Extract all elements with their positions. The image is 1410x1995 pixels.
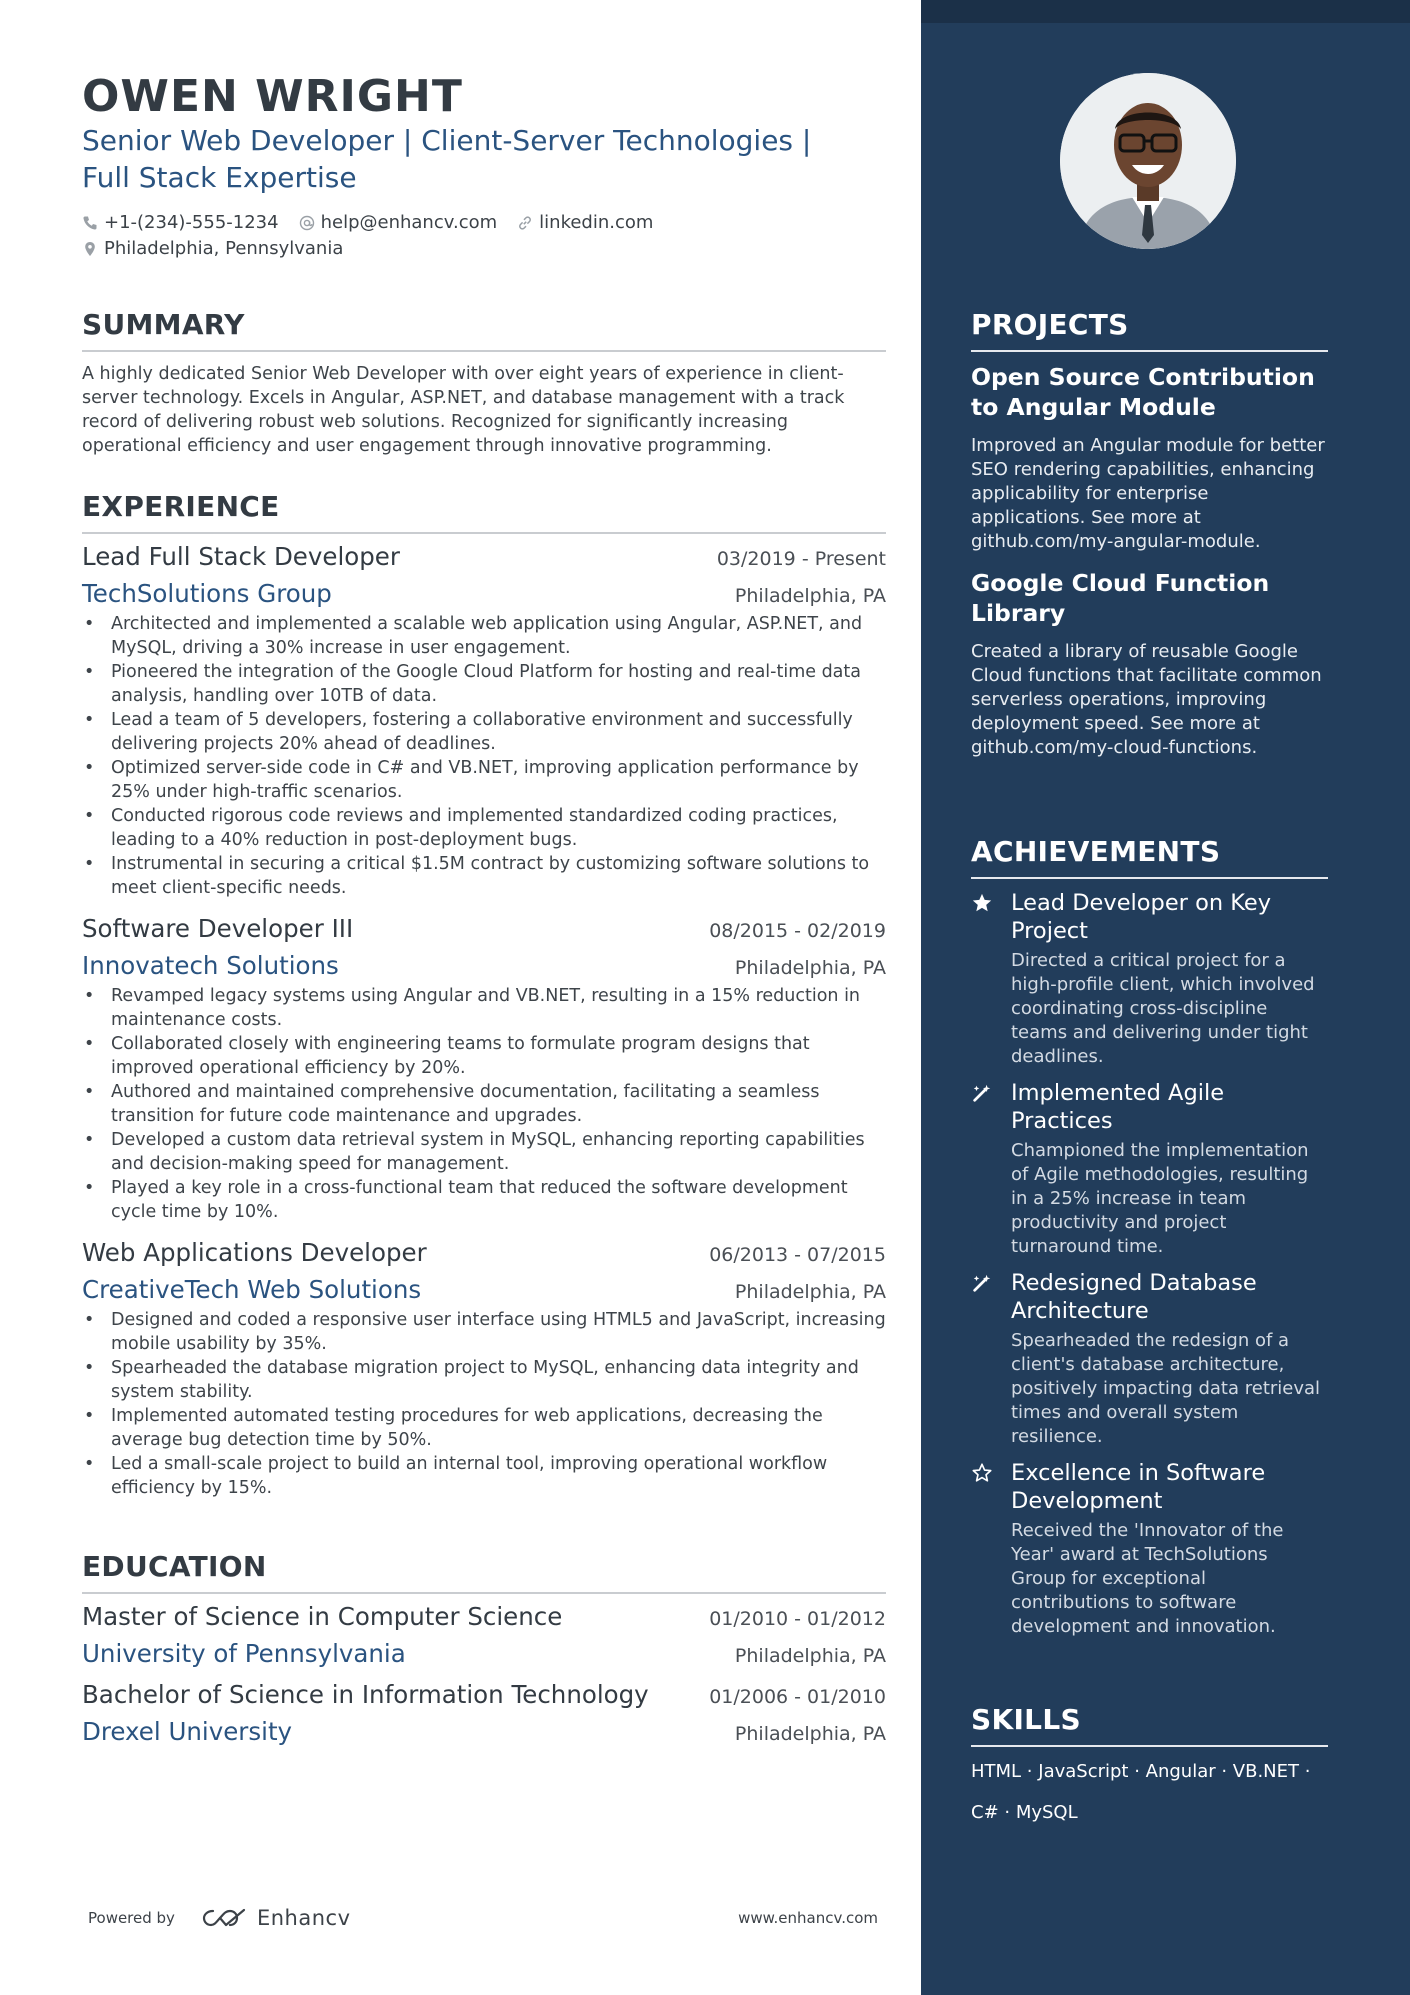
project-entry (971, 568, 1328, 760)
job-bullet: • Implemented automated testing procedures for web applications, decreasing the average bug detection time by 50%. (82, 1404, 886, 1452)
achievement-description: Received the 'Innovator of the Year' award at TechSolutions Group for exceptional contributions to software development and innovation. (1011, 1520, 1284, 1637)
achievement-entry (971, 1269, 1328, 1449)
job-bullet: • Played a key role in a cross-functional team that reduced the software development cycle time by 10%. (82, 1176, 886, 1224)
education-dates: 01/2010 - 01/2012 (709, 1608, 886, 1630)
powered-by (88, 1906, 351, 1930)
brand-link[interactable] (201, 1906, 351, 1930)
achievement-entry (971, 1079, 1328, 1259)
job-dates: 08/2015 - 02/2019 (709, 920, 886, 942)
education-school: University of Pennsylvania (82, 1639, 406, 1668)
candidate-name: OWEN WRIGHT (82, 71, 463, 122)
summary-heading: SUMMARY (82, 306, 886, 352)
education-school: Drexel University (82, 1717, 293, 1746)
education-degree: Master of Science in Computer Science (82, 1602, 563, 1631)
job-bullet: • Led a small-scale project to build an internal tool, improving operational workflow efficiency by 15%. (82, 1452, 886, 1500)
location-contact (82, 236, 343, 262)
education-location: Philadelphia, PA (734, 1645, 886, 1667)
job-bullet: • Developed a custom data retrieval system in MySQL, enhancing reporting capabilities and decision-making speed for management. (82, 1128, 886, 1176)
achievement-title: Implemented Agile Practices (1011, 1080, 1225, 1134)
enhancv-logo-icon (201, 1906, 247, 1930)
sidebar-top-bar (921, 0, 1410, 23)
achievements-section (971, 833, 1328, 1649)
job-entry (82, 540, 886, 900)
project-description: Improved an Angular module for better SEO rendering capabilities, enhancing applicability for enterprise applications. See more at github.com/my-angular-module. (971, 435, 1325, 552)
job-location: Philadelphia, PA (734, 957, 886, 979)
link-icon (517, 215, 533, 231)
email-text: help@enhancv.com (320, 212, 498, 233)
job-entry (82, 912, 886, 1224)
summary-section (82, 306, 886, 458)
phone-contact[interactable] (82, 210, 279, 236)
projects-heading: PROJECTS (971, 306, 1328, 352)
magic-wand-icon (971, 1082, 993, 1104)
job-bullet: • Optimized server-side code in C# and VB.NET, improving application performance by 25% under high-traffic scenarios. (82, 756, 886, 804)
job-bullet: • Spearheaded the database migration project to MySQL, enhancing data integrity and system stability. (82, 1356, 886, 1404)
job-bullet: • Instrumental in securing a critical $1.5M contract by customizing software solutions to meet client-specific needs. (82, 852, 886, 900)
job-role: Web Applications Developer (82, 1238, 427, 1267)
achievements-heading: ACHIEVEMENTS (971, 833, 1328, 879)
avatar-illustration (1060, 73, 1236, 249)
linkedin-text: linkedin.com (539, 212, 654, 233)
job-bullet: • Pioneered the integration of the Google Cloud Platform for hosting and real-time data analysis, handling over 10TB of data. (82, 660, 886, 708)
contact-info (82, 210, 862, 262)
job-entry (82, 1236, 886, 1500)
job-bullet: • Collaborated closely with engineering teams to formulate program designs that improved operational efficiency by 20%. (82, 1032, 886, 1080)
job-bullet: • Architected and implemented a scalable web application using Angular, ASP.NET, and MySQL, driving a 30% increase in user engagement. (82, 612, 886, 660)
job-bullet: • Lead a team of 5 developers, fostering a collaborative environment and successfully delivering projects 20% ahead of deadlines. (82, 708, 886, 756)
skills-list (971, 1751, 1328, 1833)
skills-section (971, 1701, 1328, 1833)
job-bullet: • Conducted rigorous code reviews and implemented standardized coding practices, leading to a 40% reduction in post-deployment bugs. (82, 804, 886, 852)
sidebar (921, 0, 1410, 1995)
summary-text: A highly dedicated Senior Web Developer with over eight years of experience in client-server technology. Excels in Angular, ASP.NET, and database management with a track record of delivering robust web solutions. Recognized for significantly increasing operational efficiency and user engagement through innovative programming. (82, 364, 845, 456)
powered-by-label: Powered by (88, 1909, 175, 1927)
achievement-description: Spearheaded the redesign of a client's database architecture, positively impacting data retrieval times and overall system resilience. (1011, 1330, 1321, 1447)
education-dates: 01/2006 - 01/2010 (709, 1686, 886, 1708)
job-role: Lead Full Stack Developer (82, 542, 400, 571)
location-pin-icon (82, 241, 98, 257)
website-link[interactable]: www.enhancv.com (738, 1909, 878, 1927)
phone-icon (82, 215, 98, 231)
education-entry (82, 1600, 886, 1670)
achievement-description: Directed a critical project for a high-profile client, which involved coordinating cross-discipline teams and delivering under tight deadlines. (1011, 950, 1315, 1067)
education-degree: Bachelor of Science in Information Technology (82, 1680, 649, 1709)
education-section (82, 1548, 886, 1756)
job-bullets (82, 984, 886, 1224)
achievement-title: Redesigned Database Architecture (1011, 1270, 1257, 1324)
skills-heading: SKILLS (971, 1701, 1328, 1747)
footer (88, 1900, 878, 1936)
experience-heading: EXPERIENCE (82, 488, 886, 534)
linkedin-contact[interactable] (517, 210, 653, 236)
project-entry (971, 362, 1328, 554)
education-heading: EDUCATION (82, 1548, 886, 1594)
education-location: Philadelphia, PA (734, 1723, 886, 1745)
achievement-description: Championed the implementation of Agile methodologies, resulting in a 25% increase in team productivity and project turnaround time. (1011, 1140, 1309, 1257)
education-entry (82, 1678, 886, 1748)
phone-text: +1-(234)-555-1234 (104, 212, 279, 233)
job-dates: 06/2013 - 07/2015 (709, 1244, 886, 1266)
at-icon (299, 215, 315, 231)
projects-section (971, 306, 1328, 774)
job-location: Philadelphia, PA (734, 585, 886, 607)
job-bullet: • Designed and coded a responsive user interface using HTML5 and JavaScript, increasing mobile usability by 35%. (82, 1308, 886, 1356)
achievement-entry (971, 889, 1328, 1069)
email-contact[interactable] (299, 210, 498, 236)
job-company: Innovatech Solutions (82, 951, 339, 980)
profile-photo (1060, 73, 1236, 249)
achievement-title: Excellence in Software Development (1011, 1460, 1266, 1514)
achievement-title: Lead Developer on Key Project (1011, 890, 1272, 944)
skills-line: C# · MySQL (971, 1802, 1078, 1823)
project-description: Created a library of reusable Google Cloud functions that facilitate common serverless operations, improving deployment speed. See more at github.com/my-cloud-functions. (971, 641, 1322, 758)
job-bullets (82, 1308, 886, 1500)
job-bullets (82, 612, 886, 900)
star-outline-icon (971, 1462, 993, 1484)
job-bullet: • Authored and maintained comprehensive documentation, facilitating a seamless transition for future code maintenance and upgrades. (82, 1080, 886, 1128)
project-title: Google Cloud Function Library (971, 569, 1270, 627)
job-company: CreativeTech Web Solutions (82, 1275, 422, 1304)
job-role: Software Developer III (82, 914, 354, 943)
job-location: Philadelphia, PA (734, 1281, 886, 1303)
project-title: Open Source Contribution to Angular Module (971, 363, 1315, 421)
job-company: TechSolutions Group (82, 579, 332, 608)
skills-line: HTML · JavaScript · Angular · VB.NET · (971, 1761, 1311, 1782)
headline: Senior Web Developer | Client-Server Technologies | Full Stack Expertise (82, 124, 812, 194)
job-dates: 03/2019 - Present (716, 548, 886, 570)
achievement-entry (971, 1459, 1328, 1639)
brand-name: Enhancv (256, 1906, 351, 1930)
star-filled-icon (971, 892, 993, 914)
job-bullet: • Revamped legacy systems using Angular and VB.NET, resulting in a 15% reduction in maintenance costs. (82, 984, 886, 1032)
location-text: Philadelphia, Pennsylvania (104, 238, 344, 259)
experience-section (82, 488, 886, 1512)
magic-wand-icon (971, 1272, 993, 1294)
